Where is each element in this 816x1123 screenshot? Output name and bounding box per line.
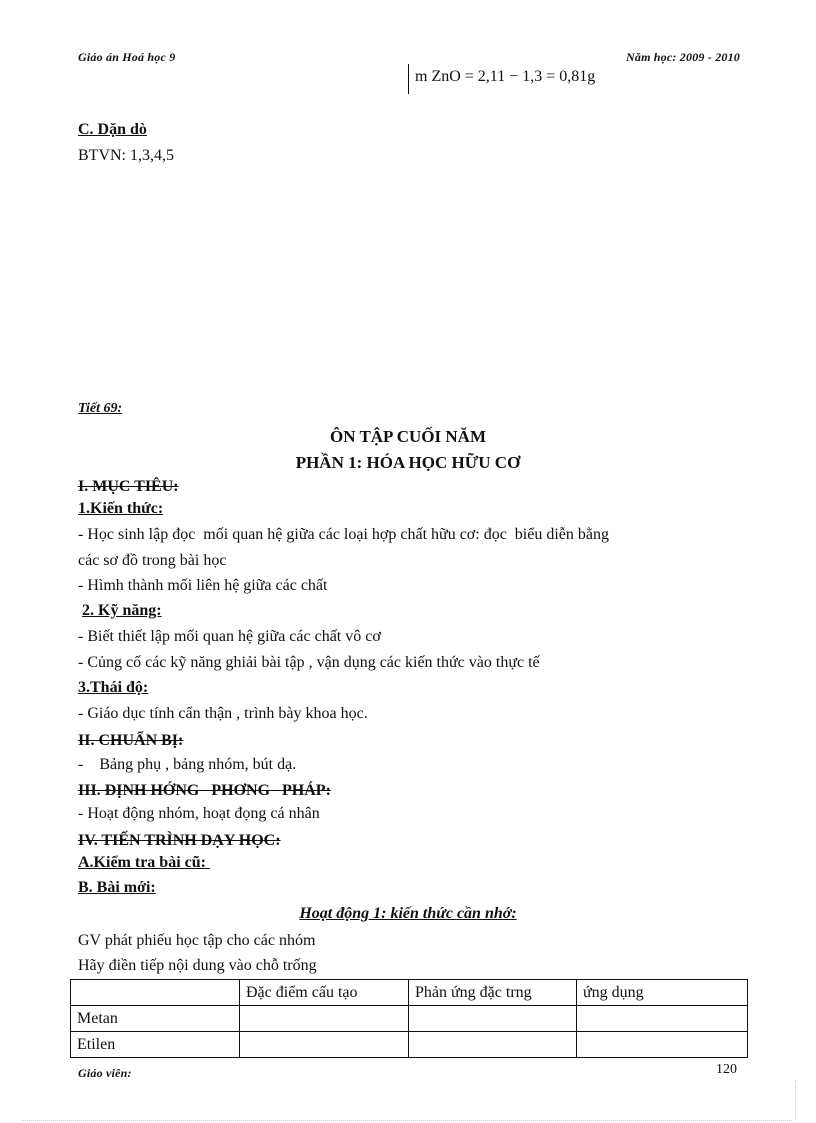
table-header-cell: Phản ứng đặc trng <box>409 980 577 1006</box>
table-cell <box>409 1006 577 1032</box>
table-cell <box>240 1006 409 1032</box>
page-edge-bottom <box>22 1120 792 1121</box>
method-heading: III. ĐỊNH HỚNG PHƠNG PHÁP: <box>78 782 331 799</box>
process-line-1: GV phát phiếu học tập cho các nhóm <box>78 932 316 949</box>
process-line-2: Hãy điền tiếp nội dung vào chỗ trống <box>78 957 317 974</box>
table-header-row <box>71 980 748 1006</box>
lesson-title: ÔN TẬP CUỐI NĂM <box>330 427 486 446</box>
knowledge-line-1: - Học sinh lập đọc mối quan hệ giữa các loại hợp chất hữu cơ: đọc biểu diễn bằng <box>78 526 609 543</box>
table-cell <box>240 1032 409 1058</box>
table-header-cell: ứng dụng <box>577 980 748 1006</box>
review-table <box>70 979 748 1058</box>
method-line: - Hoạt động nhóm, hoạt đọng cá nhân <box>78 805 320 822</box>
table-cell: Etilen <box>71 1032 240 1058</box>
skills-title: 2. Kỹ năng: <box>82 602 162 619</box>
formula-bar <box>408 64 409 94</box>
knowledge-title: 1.Kiến thức: <box>78 500 164 517</box>
skills-line-2: - Củng cố các kỹ năng ghiải bài tập , vận dụng các kiến thức vào thực tế <box>78 654 540 671</box>
lesson-subtitle: PHẦN 1: HÓA HỌC HỮU CƠ <box>295 453 521 472</box>
formula: m ZnO = 2,11 − 1,3 = 0,81g <box>415 68 596 85</box>
page-number: 120 <box>716 1062 737 1077</box>
process-heading: IV. TIẾN TRÌNH DẠY HỌC: <box>78 832 281 849</box>
preparation-line: - Bảng phụ , bảng nhóm, bút dạ. <box>78 756 297 773</box>
preparation-heading: II. CHUẨN BỊ: <box>78 732 184 749</box>
attitude-title: 3.Thái độ: <box>78 679 149 696</box>
page-edge-right <box>795 1080 797 1120</box>
table-cell: Metan <box>71 1006 240 1032</box>
skills-line-1: - Biết thiết lập mối quan hệ giữa các chất vô cơ <box>78 628 381 645</box>
header-right: Năm học: 2009 - 2010 <box>626 50 740 64</box>
header-left: Giáo án Hoá học 9 <box>78 50 176 64</box>
attitude-line-1: - Giáo dục tính cẩn thận , trình bày khoa học. <box>78 705 368 722</box>
knowledge-line-3: - Hìmh thành mối liên hệ giữa các chất <box>78 577 328 594</box>
section-c-title: C. Dặn dò <box>78 121 147 138</box>
table-header-cell <box>71 980 240 1006</box>
knowledge-line-2: các sơ đồ trong bài học <box>78 552 227 569</box>
table-cell <box>577 1006 748 1032</box>
process-b-title: B. Bài mới: <box>78 879 156 896</box>
section-c-text: BTVN: 1,3,4,5 <box>78 147 174 164</box>
activity-title: Hoạt động 1: kiến thức cần nhớ: <box>299 905 517 922</box>
table-row <box>71 1006 748 1032</box>
table-cell <box>577 1032 748 1058</box>
lesson-period: Tiết 69: <box>78 401 123 416</box>
table-cell <box>409 1032 577 1058</box>
footer-left: Giáo viên: <box>78 1066 132 1080</box>
table-row <box>71 1032 748 1058</box>
objectives-heading: I. MỤC TIÊU: <box>78 478 179 495</box>
process-a-title: A.Kiểm tra bài cũ: <box>78 854 210 871</box>
table-header-cell: Đặc điểm cấu tạo <box>240 980 409 1006</box>
